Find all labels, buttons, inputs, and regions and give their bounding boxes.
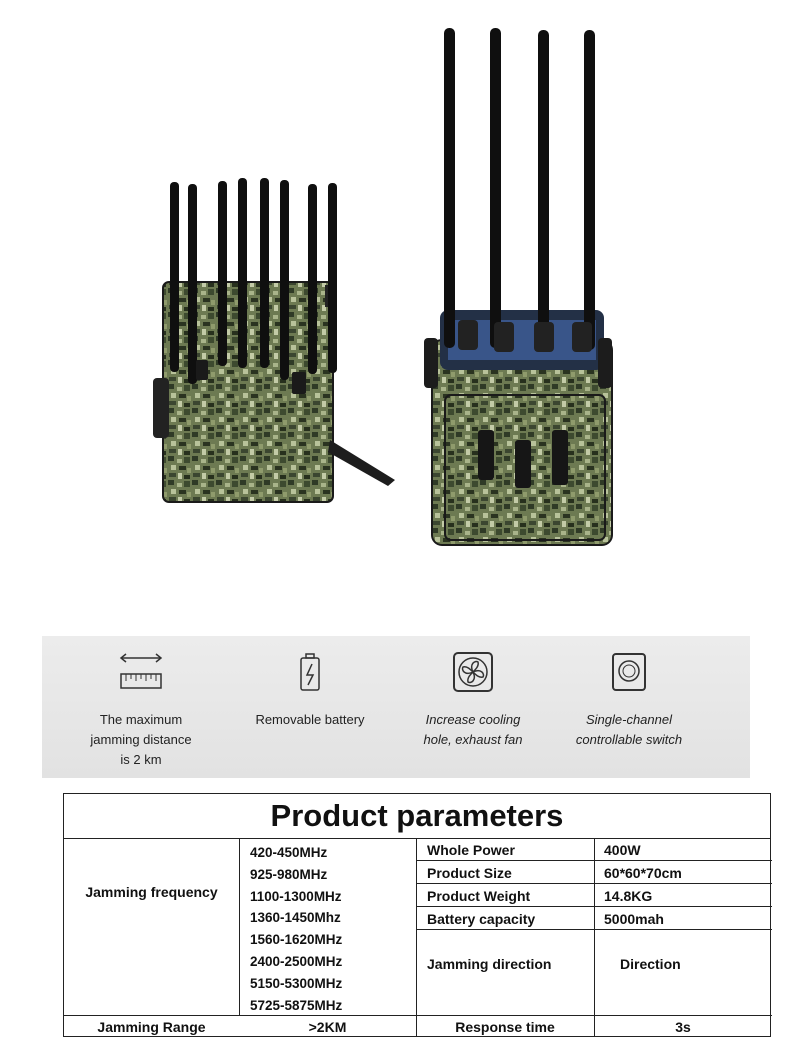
response-time-value: 3s: [675, 1019, 691, 1035]
switch-icon: [607, 650, 651, 699]
jamming-range-value: >2KM: [308, 1019, 347, 1035]
features-strip: [42, 636, 750, 778]
param-label: Product Size: [427, 865, 512, 881]
fan-icon: [451, 650, 495, 699]
product-parameters-table: [63, 793, 771, 1037]
feature-battery: [225, 636, 395, 778]
param-value: 60*60*70cm: [604, 865, 682, 881]
feature-label: Increase cooling hole, exhaust fan: [423, 712, 523, 747]
backpack-right: [424, 28, 612, 545]
param-value: Direction: [620, 956, 681, 972]
feature-fan: [388, 636, 558, 778]
param-value: 14.8KG: [604, 888, 653, 904]
param-label: Battery capacity: [427, 911, 536, 927]
jamming-range-label: Jamming Range: [97, 1019, 206, 1035]
table-title: Product parameters: [64, 794, 770, 839]
param-value: 400W: [604, 842, 641, 858]
param-label: Jamming direction: [427, 956, 552, 972]
backpack-left: [153, 178, 395, 502]
frequency-item: 1100-1300MHz: [250, 888, 342, 904]
frequency-list: [250, 842, 342, 1016]
frequency-item: 2400-2500MHz: [250, 953, 343, 969]
response-time-label: Response time: [455, 1019, 555, 1035]
param-label: Whole Power: [427, 842, 515, 858]
feature-label: Removable battery: [255, 712, 365, 727]
feature-label: The maximum jamming distance is 2 km: [90, 712, 192, 767]
jamming-frequency-label: Jamming frequency: [85, 884, 218, 900]
frequency-item: 420-450MHz: [250, 845, 328, 860]
feature-distance: [56, 636, 226, 778]
feature-label: Single-channel controllable switch: [575, 712, 683, 747]
frequency-item: 1560-1620MHz: [250, 932, 343, 948]
frequency-item: 5150-5300MHz: [250, 975, 343, 991]
frequency-item: 1360-1450Mhz: [250, 910, 341, 926]
frequency-item: 925-980MHz: [250, 866, 328, 882]
ruler-distance-icon: [116, 650, 166, 699]
battery-icon: [295, 650, 325, 699]
frequency-item: 5725-5875MHz: [250, 997, 343, 1013]
param-value: 5000mah: [604, 911, 664, 927]
feature-switch: [544, 636, 714, 778]
param-label: Product Weight: [427, 888, 531, 904]
